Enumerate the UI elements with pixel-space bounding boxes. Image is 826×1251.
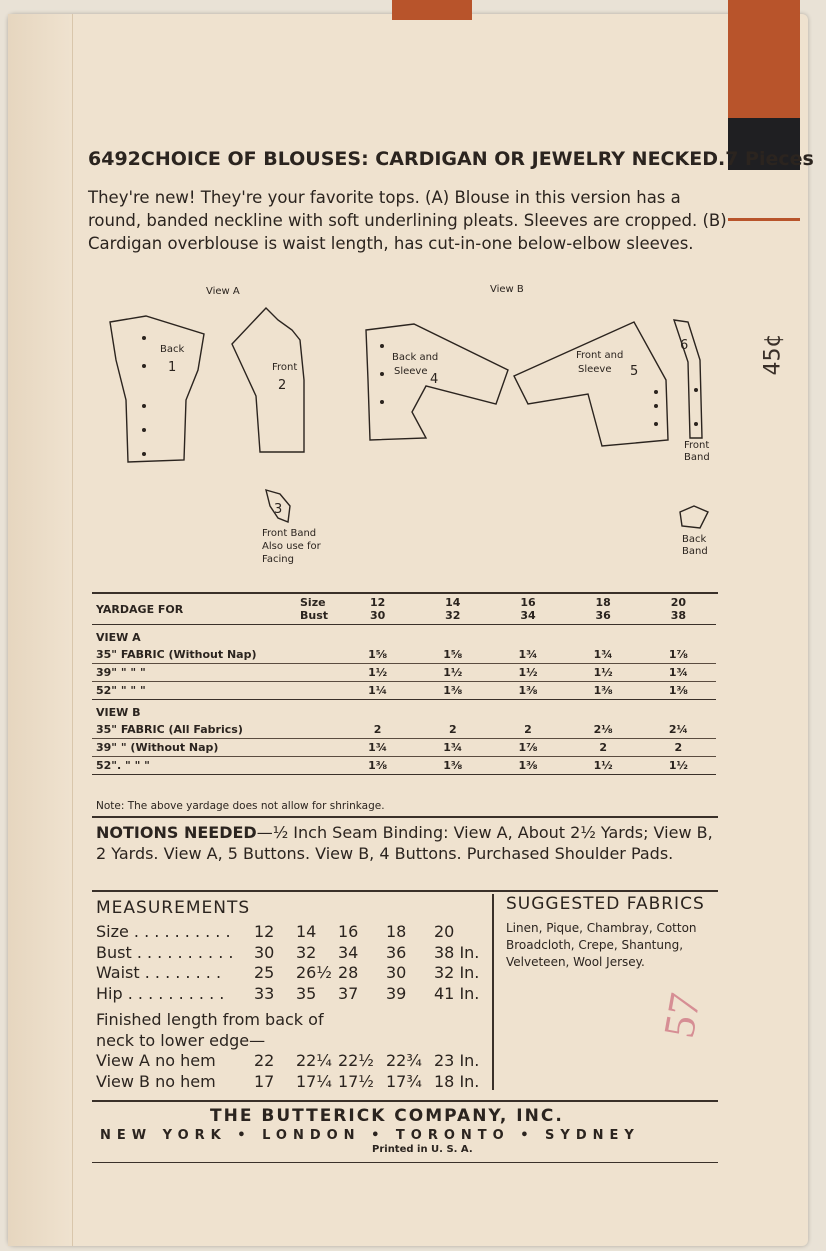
- suggested-fabrics-text: Linen, Pique, Chambray, Cotton Broadcloth, Crepe, Shantung, Velveteen, Wool Jersey.: [506, 921, 697, 969]
- yardage-heading: YARDAGE FOR: [92, 594, 296, 625]
- size-col-3: 18 36: [566, 594, 641, 625]
- piece-2-label: Front: [272, 362, 298, 373]
- intro-description: They're new! They're your favorite tops. (A) Blouse in this version has a round, banded neckline with soft underlining pleats. Sleeves are cropped. (B) Cardigan overblouse is waist length, has cut-in-one below-elbow sleeves.: [88, 188, 727, 253]
- piece-6-label-2: Band: [684, 452, 710, 463]
- pattern-title: [88, 148, 814, 170]
- piece-2-shape: [232, 308, 304, 452]
- company-cities: NEW YORK • LONDON • TORONTO • SYDNEY: [100, 1128, 640, 1143]
- size-col-2: 16 34: [490, 594, 565, 625]
- piece-4-label: Back and: [392, 352, 439, 363]
- notions-section: [96, 822, 720, 864]
- piece-4-number: 4: [430, 372, 439, 387]
- pattern-pieces-diagram: [94, 284, 734, 580]
- finished-length: Finished length from back of neck to lower edge— View A no hem 22 22¼ 22½ 22¾ 23 In. View B no hem 17 17¼ 17½ 17¾ 18 In.: [96, 1010, 480, 1091]
- table-row: 52" " " " 1¼ 1⅜ 1⅜ 1⅜ 1⅜: [92, 682, 716, 700]
- piece-2-number: 2: [278, 378, 287, 393]
- decor-stripe-orange: [728, 0, 800, 118]
- table-row: Size . . . . . . . . . . 12 14 16 18 20: [96, 922, 455, 941]
- size-bust-labels: Size Bust: [296, 594, 340, 625]
- piece-7-label: Back: [682, 534, 707, 545]
- piece-6-label: Front: [684, 440, 710, 451]
- company-name: THE BUTTERICK COMPANY, INC.: [210, 1106, 564, 1126]
- table-row: 35" FABRIC (Without Nap) 1⅝ 1⅝ 1¾ 1¾ 1⅞: [92, 646, 716, 664]
- table-row: Bust . . . . . . . . . . 30 32 34 36 38 In.: [96, 942, 480, 962]
- piece-3-label: Front Band: [262, 528, 317, 539]
- decor-line: [728, 218, 800, 221]
- view-b-heading-row: VIEW B: [96, 706, 141, 719]
- table-row: 39" " (Without Nap) 1¾ 1¾ 1⅞ 2 2: [92, 739, 716, 757]
- measurements-table: [96, 922, 479, 1004]
- view-a-heading-row: VIEW A: [96, 631, 141, 644]
- note-rule: [92, 816, 718, 818]
- measurements-heading: MEASUREMENTS: [96, 898, 251, 918]
- notions-text: —½ Inch Seam Binding: View A, About 2½ Yards; View B, 2 Yards. View A, 5 Buttons. View B, 4 Buttons. Purchased Shoulder Pads.: [96, 823, 713, 863]
- piece-5-shape: [514, 322, 668, 446]
- yardage-header-row: [92, 594, 716, 625]
- table-row: Waist . . . . . . . . 25 26½ 28 30 32 In.: [96, 963, 480, 982]
- yardage-note: Note: The above yardage does not allow for shrinkage.: [96, 800, 385, 812]
- piece-1-shape: [110, 316, 204, 462]
- piece-5-label: Front and: [576, 350, 624, 361]
- price: 45¢: [760, 333, 786, 376]
- table-row: 35" FABRIC (All Fabrics) 2 2 2 2⅛ 2¼: [92, 721, 716, 739]
- piece-5-number: 5: [630, 364, 639, 379]
- table-row: View B no hem 17 17¼ 17½ 17¾ 18 In.: [96, 1071, 480, 1091]
- piece-1-label: Back: [160, 344, 185, 355]
- piece-1-number: 1: [168, 360, 177, 375]
- size-col-1: 14 32: [415, 594, 490, 625]
- table-row: View A no hem 22 22¼ 22½ 22¾ 23 In.: [96, 1051, 480, 1070]
- suggested-fabrics-heading: SUGGESTED FABRICS: [506, 894, 705, 914]
- piece-7-label-2: Band: [682, 546, 708, 557]
- piece-7-shape: [680, 506, 708, 528]
- title-text: CHOICE OF BLOUSES: CARDIGAN OR JEWELRY NECKED.: [140, 148, 726, 170]
- column-divider: [492, 894, 494, 1090]
- piece-3-number: 3: [274, 502, 283, 517]
- pattern-number: 6492: [88, 148, 141, 170]
- pattern-pieces-svg: [94, 300, 734, 580]
- piece-5-label-2: Sleeve: [578, 364, 612, 375]
- printed-in: Printed in U. S. A.: [372, 1144, 473, 1155]
- yardage-table: [92, 594, 716, 775]
- notions-heading: NOTIONS NEEDED: [96, 823, 257, 842]
- envelope-flap: [8, 14, 73, 1246]
- notions-rule: [92, 890, 718, 892]
- decor-stripe-orange-top: [392, 0, 472, 20]
- size-col-4: 20 38: [641, 594, 716, 625]
- piece-3-label-2: Also use for: [262, 541, 321, 552]
- pieces-count: 7 Pieces: [725, 148, 814, 170]
- table-row: Hip . . . . . . . . . . 33 35 37 39 41 In.: [96, 983, 480, 1003]
- footer-top-rule: [92, 1100, 718, 1102]
- piece-6-number: 6: [680, 338, 689, 353]
- view-b-label: View B: [490, 284, 524, 295]
- stamp: 57: [654, 989, 710, 1042]
- size-col-0: 12 30: [340, 594, 415, 625]
- view-a-label: View A: [206, 286, 240, 297]
- table-row: 52". " " " 1⅜ 1⅜ 1⅜ 1½ 1½: [92, 757, 716, 775]
- piece-4-label-2: Sleeve: [394, 366, 428, 377]
- footer-bottom-rule: [92, 1162, 718, 1163]
- piece-3-label-3: Facing: [262, 554, 294, 565]
- table-row: 39" " " " 1½ 1½ 1½ 1½ 1¾: [92, 664, 716, 682]
